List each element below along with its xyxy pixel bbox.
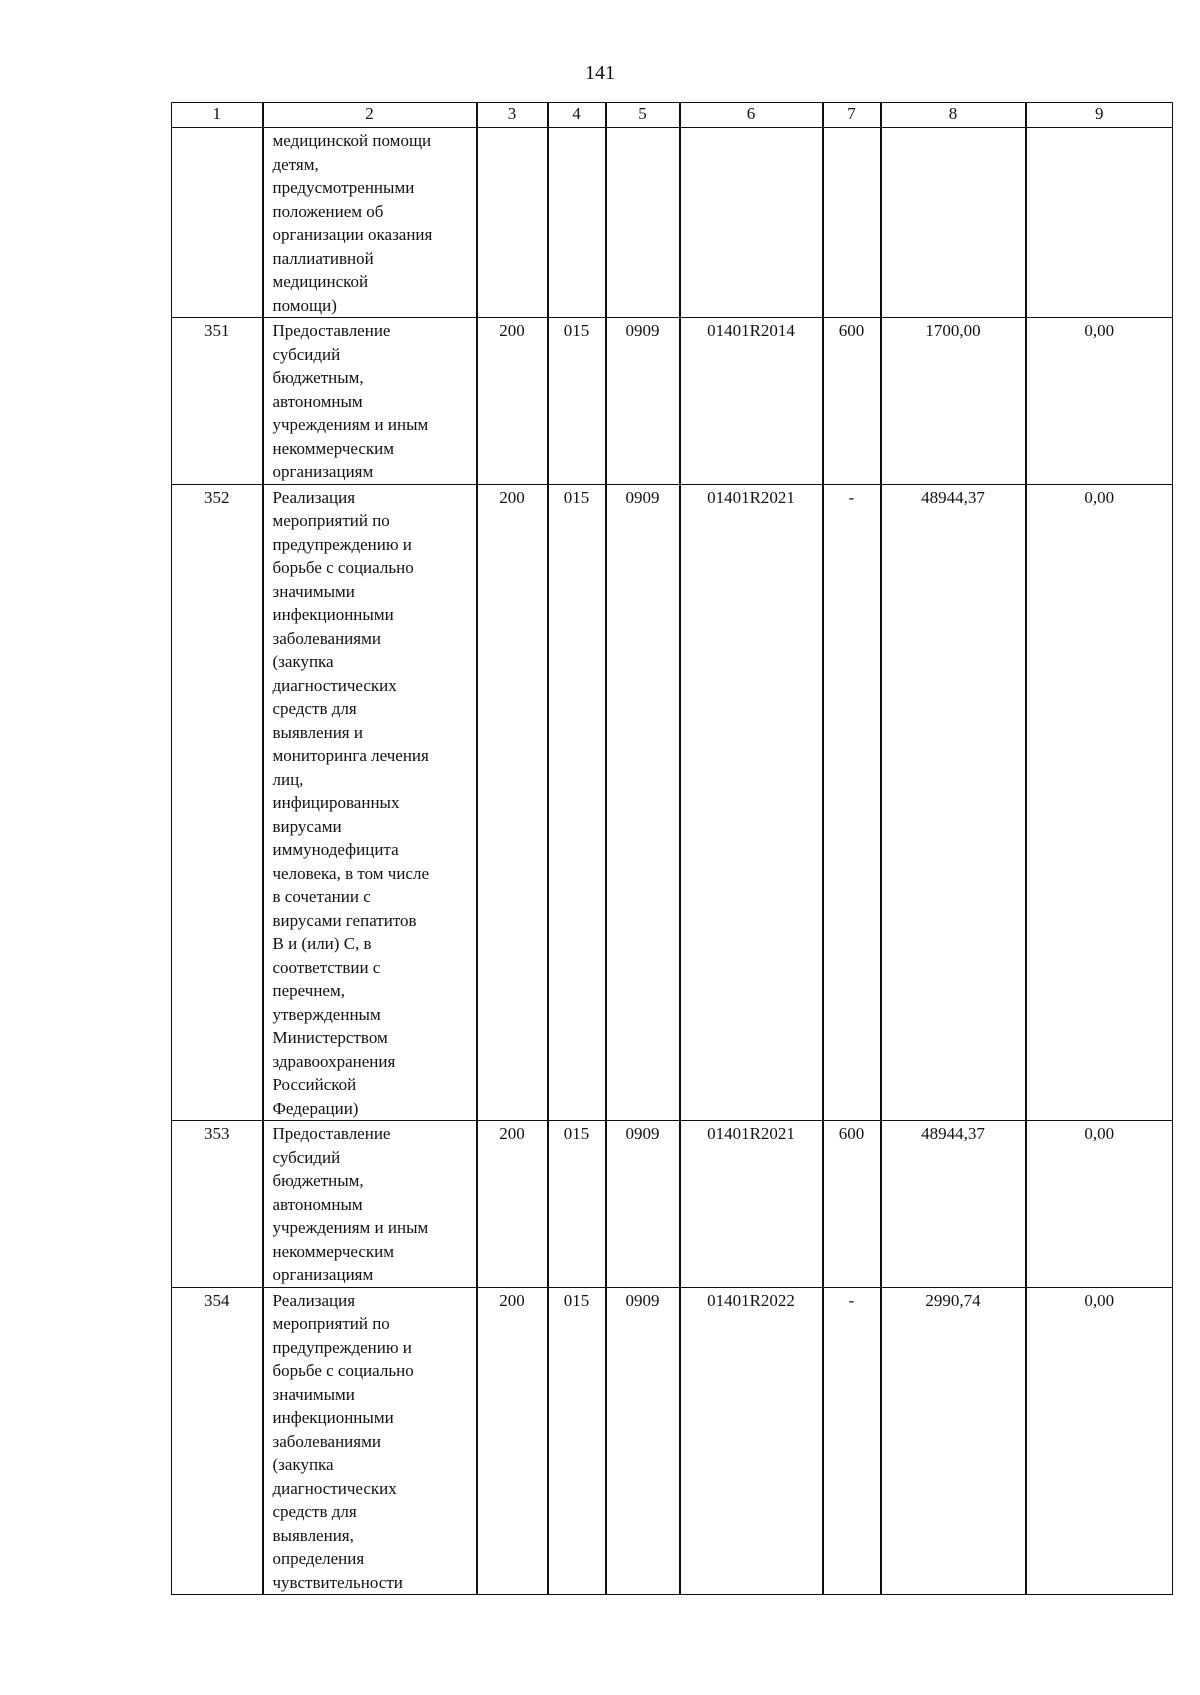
budget-table: [171, 102, 1173, 1595]
table-row: [172, 318, 1173, 485]
row-number: 351: [172, 318, 263, 485]
cell-col7: -: [823, 484, 881, 1121]
cell-col4: 015: [548, 484, 606, 1121]
cell-col5: 0909: [606, 1287, 680, 1595]
row-name: Предоставление субсидий бюджетным, автономным учреждениям и иным некоммерческим организациям: [263, 1121, 477, 1288]
cell-col6: 01401R2021: [680, 1121, 823, 1288]
row-number: 354: [172, 1287, 263, 1595]
column-header-3: 3: [477, 103, 548, 128]
cell-col8: 2990,74: [881, 1287, 1026, 1595]
cell-col3: [477, 128, 548, 318]
cell-col7: -: [823, 1287, 881, 1595]
row-name: медицинской помощи детям, предусмотренными положением об организации оказания паллиативной медицинской помощи): [263, 128, 477, 318]
table-row: [172, 1287, 1173, 1595]
cell-col3: 200: [477, 1287, 548, 1595]
page-number: 141: [585, 62, 615, 84]
cell-col5: 0909: [606, 318, 680, 485]
table-row: [172, 128, 1173, 318]
cell-col3: 200: [477, 1121, 548, 1288]
cell-col6: 01401R2021: [680, 484, 823, 1121]
row-name: Реализация мероприятий по предупреждению и борьбе с социально значимыми инфекционными заболеваниями (закупка диагностических средств для выявления, определения чувствительности: [263, 1287, 477, 1595]
cell-col7: 600: [823, 1121, 881, 1288]
cell-col3: 200: [477, 484, 548, 1121]
row-name: Реализация мероприятий по предупреждению и борьбе с социально значимыми инфекционными заболеваниями (закупка диагностических средств для выявления и мониторинга лечения лиц, инфицированных вирусами иммунодефицита человека, в том числе в сочетании с вирусами гепатитов В и (или) С, в соответствии с перечнем, утвержденным Министерством здравоохранения Российской Федерации): [263, 484, 477, 1121]
row-name: Предоставление субсидий бюджетным, автономным учреждениям и иным некоммерческим организациям: [263, 318, 477, 485]
cell-col6: 01401R2022: [680, 1287, 823, 1595]
column-header-7: 7: [823, 103, 881, 128]
row-number: 353: [172, 1121, 263, 1288]
cell-col6: [680, 128, 823, 318]
table-row: [172, 484, 1173, 1121]
column-header-4: 4: [548, 103, 606, 128]
cell-col9: [1026, 128, 1173, 318]
cell-col9: 0,00: [1026, 1121, 1173, 1288]
cell-col7: [823, 128, 881, 318]
cell-col5: [606, 128, 680, 318]
table-header-row: [172, 103, 1173, 128]
cell-col4: 015: [548, 318, 606, 485]
cell-col8: 48944,37: [881, 484, 1026, 1121]
cell-col8: 48944,37: [881, 1121, 1026, 1288]
cell-col5: 0909: [606, 484, 680, 1121]
cell-col4: 015: [548, 1121, 606, 1288]
cell-col5: 0909: [606, 1121, 680, 1288]
row-number: 352: [172, 484, 263, 1121]
cell-col9: 0,00: [1026, 1287, 1173, 1595]
column-header-6: 6: [680, 103, 823, 128]
column-header-2: 2: [263, 103, 477, 128]
column-header-1: 1: [172, 103, 263, 128]
cell-col4: [548, 128, 606, 318]
cell-col8: [881, 128, 1026, 318]
cell-col4: 015: [548, 1287, 606, 1595]
column-header-8: 8: [881, 103, 1026, 128]
cell-col8: 1700,00: [881, 318, 1026, 485]
column-header-5: 5: [606, 103, 680, 128]
cell-col6: 01401R2014: [680, 318, 823, 485]
column-header-9: 9: [1026, 103, 1173, 128]
cell-col3: 200: [477, 318, 548, 485]
table-row: [172, 1121, 1173, 1288]
cell-col9: 0,00: [1026, 318, 1173, 485]
cell-col9: 0,00: [1026, 484, 1173, 1121]
cell-col7: 600: [823, 318, 881, 485]
row-number: [172, 128, 263, 318]
